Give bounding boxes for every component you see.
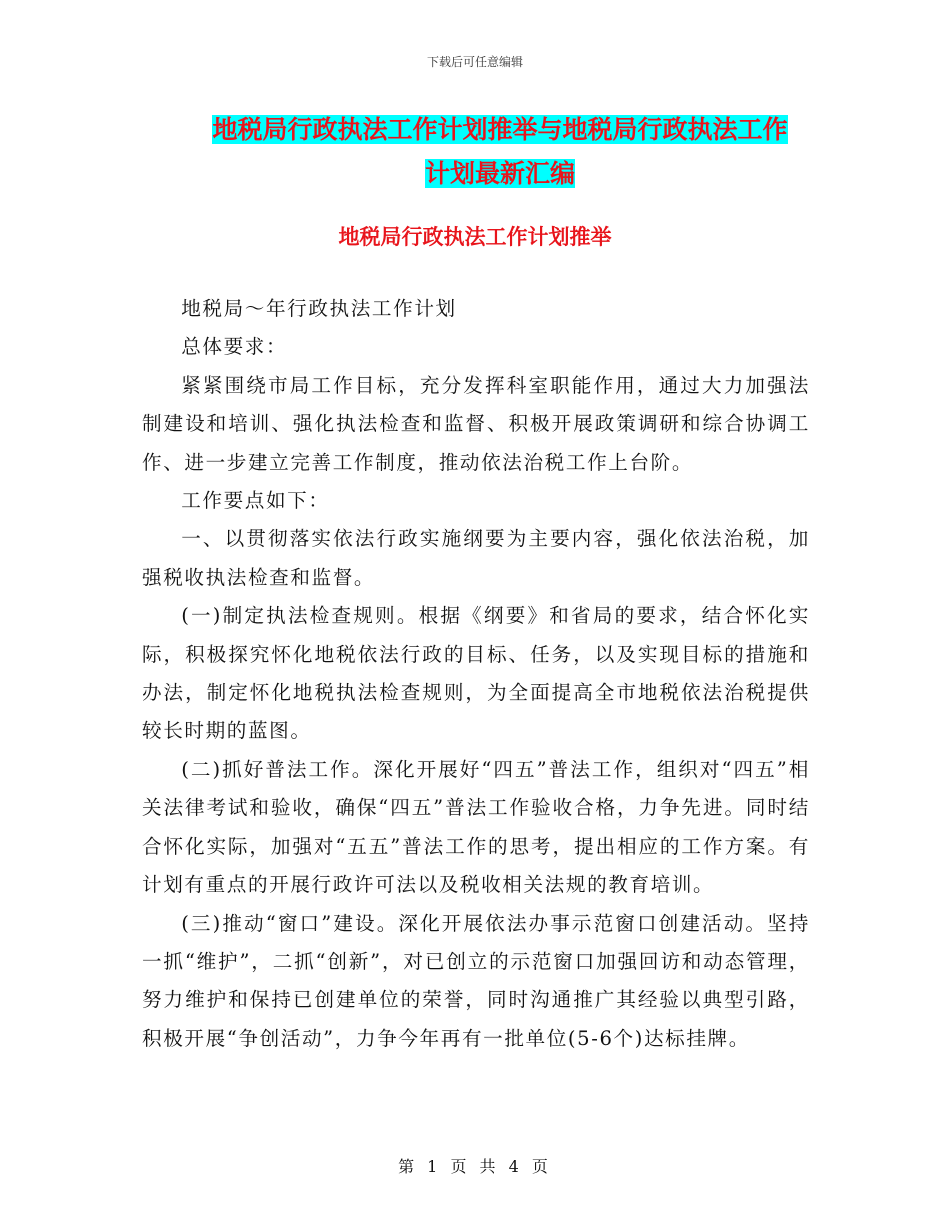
paragraph-section-one: 一、以贯彻落实依法行政实施纲要为主要内容，强化依法治税，加强税收执法检查和监督。 <box>142 527 810 589</box>
header-note: 下载后可任意编辑 <box>426 55 523 69</box>
paragraph-item-one: (一)制定执法检查规则。根据《纲要》和省局的要求，结合怀化实际，积极探究怀化地税依法行政的目标、任务，以及实现目标的措施和办法，制定怀化地税执法检查规则，为全面提高全市地税依法治税提供较长时期的蓝图。 <box>142 604 810 743</box>
document-title <box>150 108 850 196</box>
section-title: 地税局行政执法工作计划推举 <box>338 225 612 249</box>
title-line-2: 计划最新汇编 <box>424 159 575 188</box>
paragraph-intro: 紧紧围绕市局工作目标，充分发挥科室职能作用，通过大力加强法制建设和培训、强化执法检查和监督、积极开展政策调研和综合协调工作、进一步建立完善工作制度，推动依法治税工作上台阶。 <box>142 373 810 474</box>
title-line-1: 地税局行政执法工作计划推举与地税局行政执法工作 <box>212 115 788 144</box>
paragraph-item-two: (二)抓好普法工作。深化开展好“四五”普法工作，组织对“四五”相关法律考试和验收，确保“四五”普法工作验收合格，力争先进。同时结合怀化实际，加强对“五五”普法工作的思考，提出相应的工作方案。有计划有重点的开展行政许可法以及税收相关法规的教育培训。 <box>142 757 810 897</box>
paragraph-general-requirements: 总体要求： <box>181 335 288 359</box>
document-body <box>142 290 810 1058</box>
paragraph-heading: 地税局～年行政执法工作计划 <box>181 297 457 320</box>
paragraph-key-points: 工作要点如下： <box>181 489 330 513</box>
page-footer: 第 1 页 共 4 页 <box>398 1157 552 1176</box>
paragraph-item-three: (三)推动“窗口”建设。深化开展依法办事示范窗口创建活动。坚持一抓“维护”，二抓“创新”，对已创立的示范窗口加强回访和动态管理，努力维护和保持已创建单位的荣誉，同时沟通推广其经验以典型引路，积极开展“争创活动”，力争今年再有一批单位(5-6个)达标挂牌。 <box>142 911 810 1050</box>
